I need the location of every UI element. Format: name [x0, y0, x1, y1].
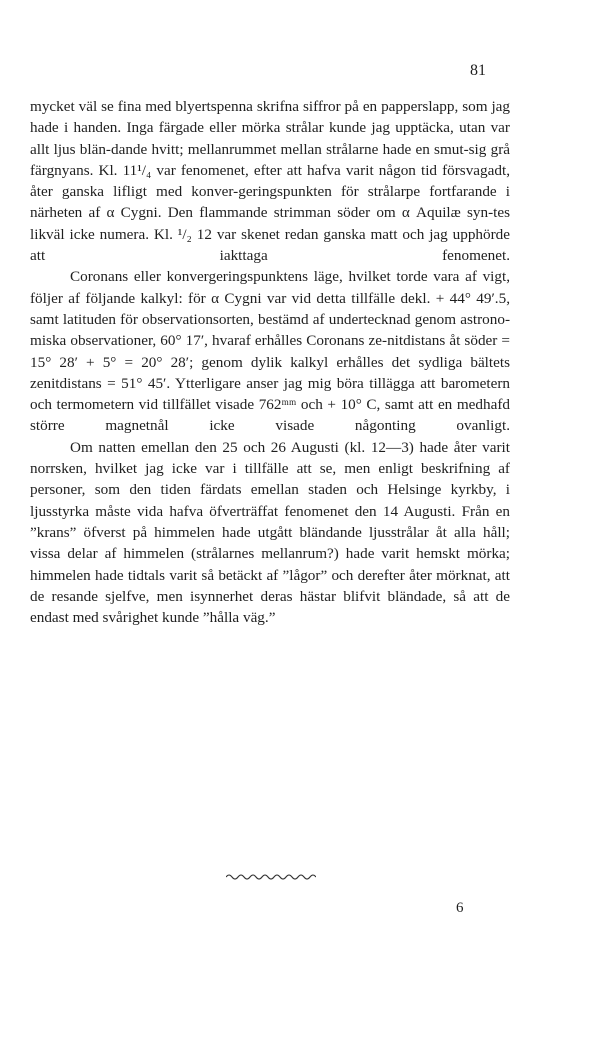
body-text: [30, 96, 510, 628]
paragraph-1: mycket väl se fina med blyertspenna skrifna siffror på en papperslapp, som jag hade i handen. Inga färgade eller mörka strålar kunde jag upptäcka, utan var allt ljus blän-dande hvitt; mellanrummet mellan strålarne hade en smut-sig grå färgnyans. Kl. 11¹/₄ var fenomenet, efter att hafva varit någon tid försvagadt, åter ganska lifligt med konver-geringspunkten för strålarpe fortfarande i närheten af α Cygni. Den flammande strimman söder om α Aquilæ syn-tes likväl icke numera. Kl. ¹/₂ 12 var skenet redan ganska matt och jag upphörde att iakttaga fenomenet.: [30, 98, 510, 265]
paragraph-3: Om natten emellan den 25 och 26 Augusti (kl. 12—3) hade åter varit norrsken, hvilket jag icke var i tillfälle att se, men enligt beskrifning af personer, som den tiden färdats emellan staden och Helsinge kyrkby, i ljusstyrka måste vida hafva öfverträffat fenomenet den 14 Augusti. Från en ”krans” öfverst på himmelen hade utgått bländande ljusstrålar åt alla håll; vissa delar af himmelen (strålarnes mellanrum?) hade varit hemskt mörka; himmelen hade tidtals varit så betäckt af ”lågor” och derefter åter mörknat, att de resande sjelfve, men isynnerhet deras hästar blifvit bländade, så att de endast med svårighet kunde ”hålla väg.”: [30, 438, 510, 627]
paragraph-2: Coronans eller konvergeringspunktens läge, hvilket torde vara af vigt, följer af följande kalkyl: för α Cygni var vid detta tillfälle dekl. + 44° 49′.5, samt latituden för observationsorten, bestämd af undertecknad genom astrono-miska observationer, 60° 17′, hvaraf erhålles Coronans ze-nitdistans åt söder = 15° 28′ + 5° = 20° 28′; genom dylik kalkyl erhålles det sydliga bältets zenitdistans = 51° 45′. Ytterligare anser jag mig böra tillägga att barometern och termometern vid tillfället visade 762ᵐᵐ och + 10° C, samt att en medhafd större magnetnål icke visade någonting ovanligt.: [30, 268, 510, 435]
decorative-wavy-rule: [226, 873, 316, 881]
signature-mark: 6: [456, 900, 464, 916]
page-number: 81: [470, 62, 486, 79]
